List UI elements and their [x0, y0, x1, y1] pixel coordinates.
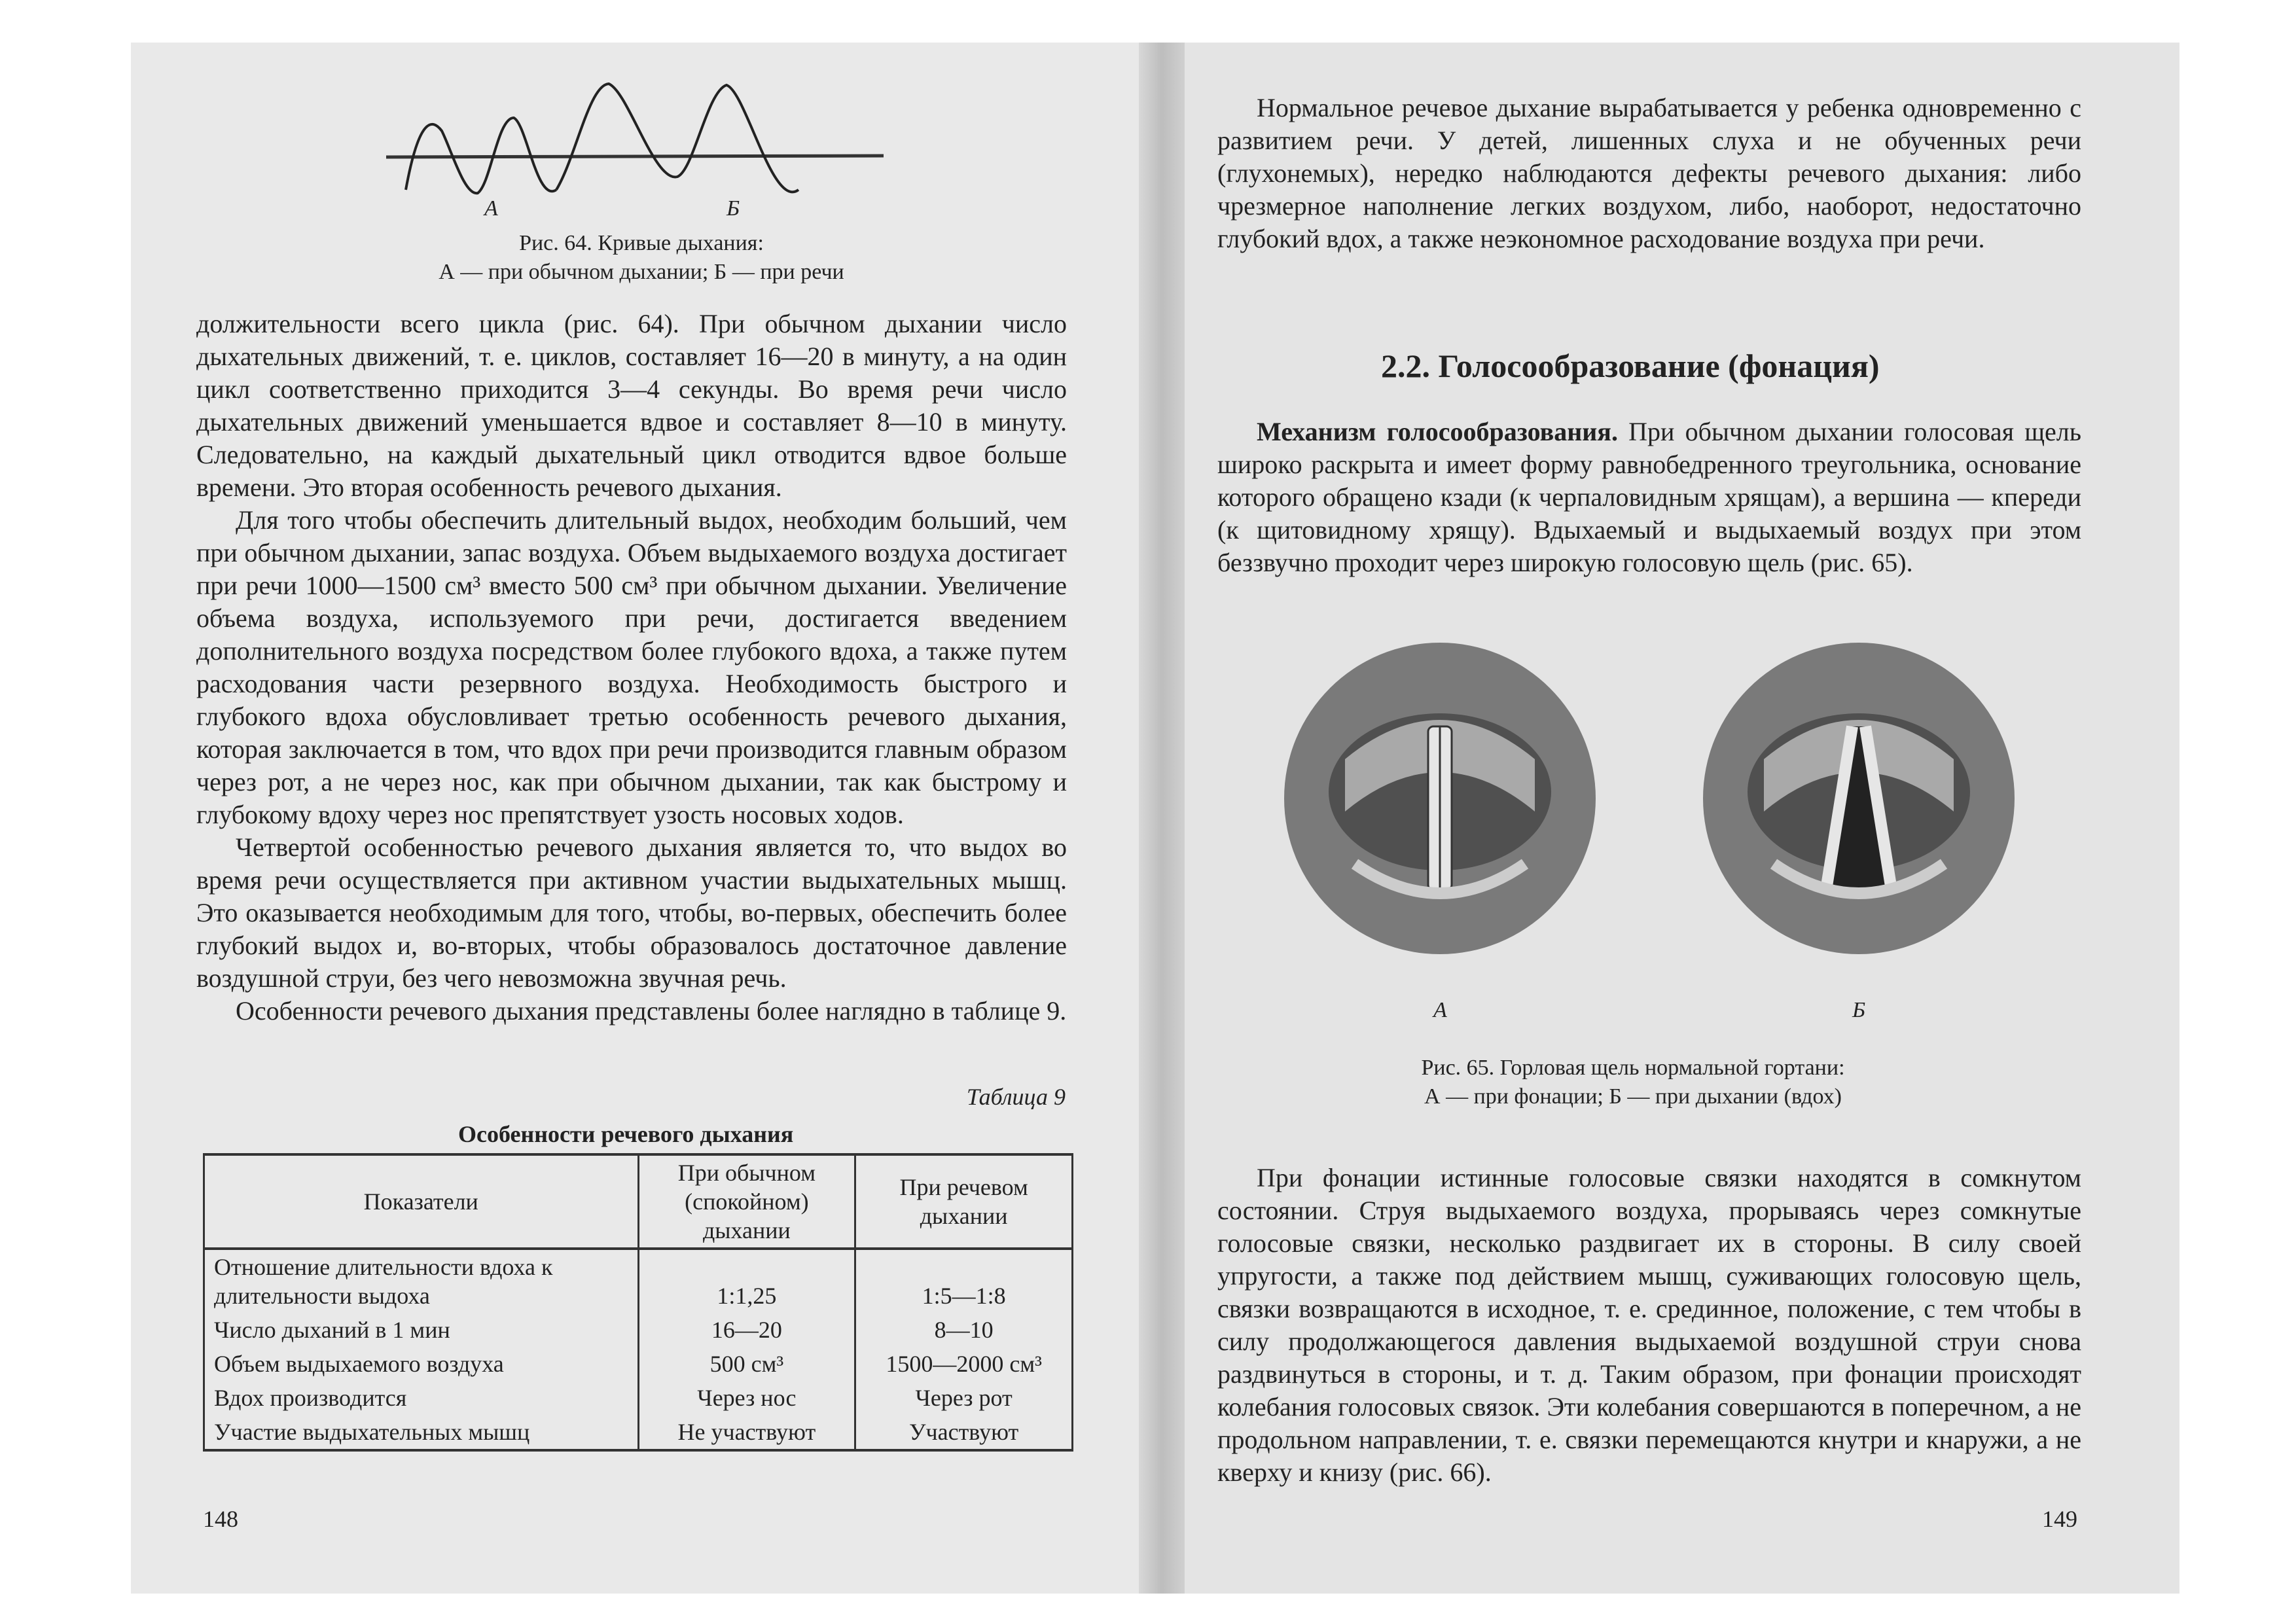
- paragraph: Нормальное речевое дыхание вырабатывается у ребенка одновременно с развитием речи. У детей, лишенных слуха и не обученных речи (глухонемых), нередко наблюдаются дефекты речевого дыхания: либо чрезмерное наполнение легких воздухом, либо, наоборот, недостаточно глубокий вдох, а также неэкономное расходование воздуха при речи.: [1217, 93, 2081, 253]
- figure-65-caption: [1361, 1054, 1905, 1111]
- figure-65-larynx-illustrations: [1283, 641, 2022, 982]
- table-row: [204, 1381, 1073, 1415]
- section-title: 2.2. Голосообразование (фонация): [1381, 348, 1880, 384]
- cell: 1:1,25: [638, 1249, 855, 1313]
- paragraph: Для того чтобы обеспечить длительный выдох, необходим больший, чем при обычном дыхании, запас воздуха. Объем выдыхаемого воздуха достигает при речи 1000—1500 см³ вместо 500 см³ при обычном дыхании. Увеличение объема воздуха, используемого при речи, достигается введением дополнительного воздуха посредством более глубокого вдоха, а также путем расходования части резервного воздуха. Необходимость быстрого и глубокого вдоха обусловливает третью особенность речевого дыхания, которая заключается в том, что вдох при речи производится главным образом через рот, а не через нос, как при обычном дыхании, так как быстрому и глубокому вдоху через нос препятствует узость носовых ходов.: [196, 505, 1067, 829]
- baseline: [386, 156, 884, 157]
- figure-65-label-a: А: [1433, 998, 1447, 1022]
- table-row: [204, 1347, 1073, 1381]
- table-title: Особенности речевого дыхания: [458, 1121, 794, 1147]
- paragraph: Четвертой особенностью речевого дыхания является то, что выдох во время речи осуществляется при активном участии выдыхательных мышц. Это оказывается необходимым для того, чтобы, во-первых, обеспечить более глубокий выдох и, во-вторых, чтобы образовалось достаточное давление воздушной струи, без чего невозможна звучная речь.: [196, 832, 1067, 993]
- cell: Через нос: [638, 1381, 855, 1415]
- header-cell: Показатели: [204, 1154, 639, 1249]
- cell: Отношение длительности вдоха к длительности выдоха: [204, 1249, 639, 1313]
- figure-64-breathing-curves: [380, 79, 890, 209]
- cell: Число дыханий в 1 мин: [204, 1313, 639, 1347]
- cell: Вдох производится: [204, 1381, 639, 1415]
- mechanism-lead: Механизм голосообразования.: [1257, 417, 1618, 446]
- cell: Не участвуют: [638, 1415, 855, 1450]
- figure-65-caption-line2: А — при фонации; Б — при дыхании (вдох): [1424, 1084, 1842, 1109]
- cell: 8—10: [855, 1313, 1073, 1347]
- figure-65-label-b: Б: [1852, 998, 1866, 1022]
- cell: Объем выдыхаемого воздуха: [204, 1347, 639, 1381]
- table-row: [204, 1313, 1073, 1347]
- left-body-text: [196, 308, 1067, 1027]
- cell: Участие выдыхательных мышц: [204, 1415, 639, 1450]
- cell: Через рот: [855, 1381, 1073, 1415]
- book-gutter: [1139, 43, 1185, 1594]
- page-number-left: 148: [203, 1506, 238, 1532]
- figure-64-caption-line2: А — при обычном дыхании; Б — при речи: [439, 260, 844, 284]
- table-row: [204, 1415, 1073, 1450]
- larynx-inhalation: [1703, 643, 2015, 954]
- header-cell: При речевом дыхании: [855, 1154, 1073, 1249]
- header-cell: При обычном (спокойном) дыхании: [638, 1154, 855, 1249]
- figure-64-label-b: Б: [726, 196, 740, 221]
- figure-65-caption-line1: Рис. 65. Горловая щель нормальной гортани:: [1421, 1056, 1845, 1080]
- table-label: Таблица 9: [966, 1084, 1066, 1110]
- cell: 500 см³: [638, 1347, 855, 1381]
- figure-64-label-a: А: [484, 196, 498, 221]
- page-number-right: 149: [2042, 1506, 2077, 1532]
- breathing-features-table: [203, 1153, 1073, 1452]
- paragraph: При фонации истинные голосовые связки находятся в сомкнутом состоянии. Струя выдыхаемого воздуха, прорываясь через сомкнутые голосовые связки, несколько раздвигает их в стороны. В силу своей упругости, а также под действием мышц, суживающих голосовую щель, связки возвращаются в исходное, т. е. срединное, положение, с тем чтобы в силу продолжающегося давления выдыхаемой воздушной струи снова раздвинуться в стороны, и т. д. Таким образом, при фонации происходят колебания голосовых связок. Эти колебания совершаются в поперечном, а не продольном направлении, т. е. связки перемещаются кнутри и кнаружи, а не кверху и книзу (рис. 66).: [1217, 1163, 2081, 1487]
- mechanism-body: При обычном дыхании голосовая щель широко раскрыта и имеет форму равнобедренного треугольника, основание которого обращено кзади (к черпаловидным хрящам), а вершина — кпереди (к щитовидному хрящу). Вдыхаемый и выдыхаемый воздух при этом беззвучно проходит через широкую голосовую щель (рис. 65).: [1217, 417, 2081, 577]
- figure-64-caption: [393, 229, 890, 287]
- table-header-row: [204, 1154, 1073, 1249]
- larynx-phonation: [1284, 643, 1596, 954]
- cell: 16—20: [638, 1313, 855, 1347]
- cell: 1:5—1:8: [855, 1249, 1073, 1313]
- cell: 1500—2000 см³: [855, 1347, 1073, 1381]
- curve-b: [556, 84, 798, 192]
- paragraph: Особенности речевого дыхания представлены более наглядно в таблице 9.: [236, 996, 1067, 1026]
- table-row: [204, 1249, 1073, 1313]
- cell: Участвуют: [855, 1415, 1073, 1450]
- figure-64-caption-line1: Рис. 64. Кривые дыхания:: [519, 231, 764, 255]
- phonation-text: [1217, 1162, 2081, 1489]
- right-intro-text: [1217, 92, 2081, 255]
- mechanism-text: [1217, 416, 2081, 579]
- paragraph: должительности всего цикла (рис. 64). При обычном дыхании число дыхательных движений, т. е. циклов, составляет 16—20 в минуту, а на один цикл соответственно приходится 3—4 секунды. Во время речи число дыхательных движений уменьшается вдвое и составляет 8—10 в минуту. Следовательно, на каждый дыхательный цикл отводится вдвое больше времени. Это вторая особенность речевого дыхания.: [196, 309, 1067, 502]
